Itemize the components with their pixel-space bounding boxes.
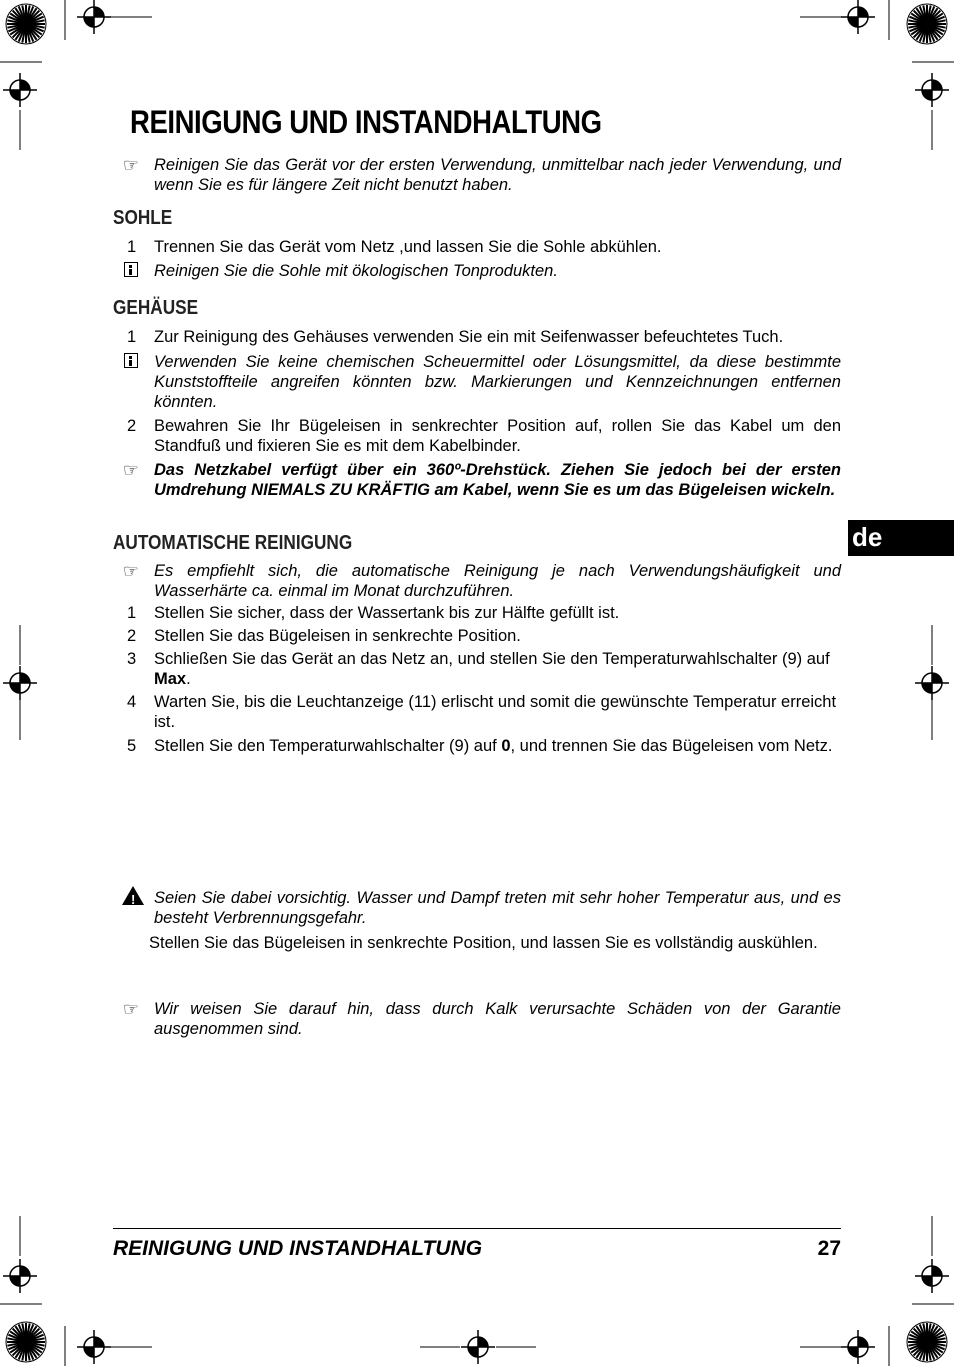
- step-text: Stellen Sie sicher, dass der Wassertank bis zur Hälfte gefüllt ist.: [154, 604, 620, 622]
- step-text: Schließen Sie das Gerät an das Netz an, und stellen Sie den Temperaturwahlschalter (9) auf: [154, 650, 830, 668]
- important-note-text: Das Netzkabel verfügt über ein 360º-Drehstück. Ziehen Sie jedoch bei der ersten Umdrehung NIEMALS ZU KRÄFTIG am Kabel, wenn Sie es um das Bügeleisen wickeln.: [154, 461, 841, 499]
- step-text: Zur Reinigung des Gehäuses verwenden Sie ein mit Seifenwasser befeuchtetes Tuch.: [154, 328, 784, 346]
- info-icon: [124, 262, 138, 277]
- list-item: [113, 626, 841, 646]
- list-item: [113, 416, 841, 456]
- step-text: Trennen Sie das Gerät vom Netz ,und lassen Sie die Sohle abkühlen.: [154, 238, 662, 256]
- pointing-hand-icon: ☞: [122, 999, 140, 1019]
- step-text: Stellen Sie das Bügeleisen in senkrechte Position.: [154, 627, 521, 645]
- info-note: [113, 261, 841, 281]
- info-note: [113, 352, 841, 412]
- pointing-hand-icon: ☞: [122, 155, 140, 175]
- step-number: 2: [127, 627, 137, 645]
- info-note-text: Verwenden Sie keine chemischen Scheuermittel oder Lösungsmittel, da diese bestimmte Kunststoffteile angreifen könnten bzw. Markierungen und Kennzeichnungen entfernen könnten.: [154, 353, 841, 411]
- section-heading-automatische-reinigung: AUTOMATISCHE REINIGUNG: [113, 532, 353, 554]
- guarantee-note-text: Wir weisen Sie darauf hin, dass durch Kalk verursachte Schäden von der Garantie ausgenommen sind.: [154, 1000, 841, 1038]
- section-heading-gehaeuse: GEHÄUSE: [113, 297, 199, 319]
- step-number: 2: [127, 417, 137, 435]
- step-number: 1: [127, 328, 137, 346]
- pointing-hand-icon: ☞: [122, 561, 140, 581]
- step-number: 1: [127, 604, 137, 622]
- step-value-bold: Max: [154, 670, 187, 688]
- warning-note: [113, 888, 841, 928]
- language-tab: de: [848, 520, 954, 556]
- tip-note-text: Es empfiehlt sich, die automatische Reinigung je nach Verwendungshäufigkeit und Wasserhärte ca. einmal im Monat durchzuführen.: [154, 562, 841, 600]
- footer-title: REINIGUNG UND INSTANDHALTUNG: [113, 1237, 483, 1260]
- tip-note: [113, 561, 841, 601]
- cooldown-paragraph: Stellen Sie das Bügeleisen in senkrechte Position, und lassen Sie es vollständig auskühlen.: [149, 934, 818, 952]
- warning-note-text: Seien Sie dabei vorsichtig. Wasser und Dampf treten mit sehr hoher Temperatur aus, und es besteht Verbrennungsgefahr.: [154, 889, 841, 927]
- step-number: 3: [127, 650, 137, 668]
- step-value-bold: 0: [501, 737, 511, 755]
- intro-note: [113, 155, 841, 195]
- step-text-end: .: [186, 670, 191, 688]
- list-item: [113, 649, 841, 689]
- page-number: 27: [817, 1237, 841, 1260]
- step-number: 4: [127, 693, 137, 711]
- list-item: [113, 692, 841, 732]
- list-item: [113, 327, 841, 347]
- step-text-end: , und trennen Sie das Bügeleisen vom Netz.: [510, 737, 833, 755]
- info-icon: [124, 353, 138, 368]
- important-note: [113, 460, 841, 500]
- step-number: 5: [127, 737, 137, 755]
- section-heading-sohle: SOHLE: [113, 207, 173, 229]
- intro-note-text: Reinigen Sie das Gerät vor der ersten Verwendung, unmittelbar nach jeder Verwendung, und wenn Sie es für längere Zeit nicht benutzt haben.: [154, 156, 841, 194]
- step-number: 1: [127, 238, 137, 256]
- cooldown-text: [149, 933, 835, 953]
- step-text: Stellen Sie den Temperaturwahlschalter (9) auf: [154, 737, 502, 755]
- footer-divider: [113, 1228, 841, 1229]
- pointing-hand-icon: ☞: [122, 460, 140, 480]
- warning-triangle-icon: !: [122, 886, 144, 905]
- step-text: Bewahren Sie Ihr Bügeleisen in senkrechter Position auf, rollen Sie das Kabel um den Standfuß und fixieren Sie es mit dem Kabelbinder.: [154, 417, 841, 455]
- list-item: [113, 237, 841, 257]
- step-text: Warten Sie, bis die Leuchtanzeige (11) erlischt und somit die gewünschte Temperatur erreicht ist.: [154, 693, 837, 731]
- guarantee-note: [113, 999, 841, 1039]
- list-item: [113, 736, 841, 756]
- list-item: [113, 603, 841, 623]
- page-title: REINIGUNG UND INSTANDHALTUNG: [130, 104, 602, 140]
- info-note-text: Reinigen Sie die Sohle mit ökologischen Tonprodukten.: [154, 262, 558, 280]
